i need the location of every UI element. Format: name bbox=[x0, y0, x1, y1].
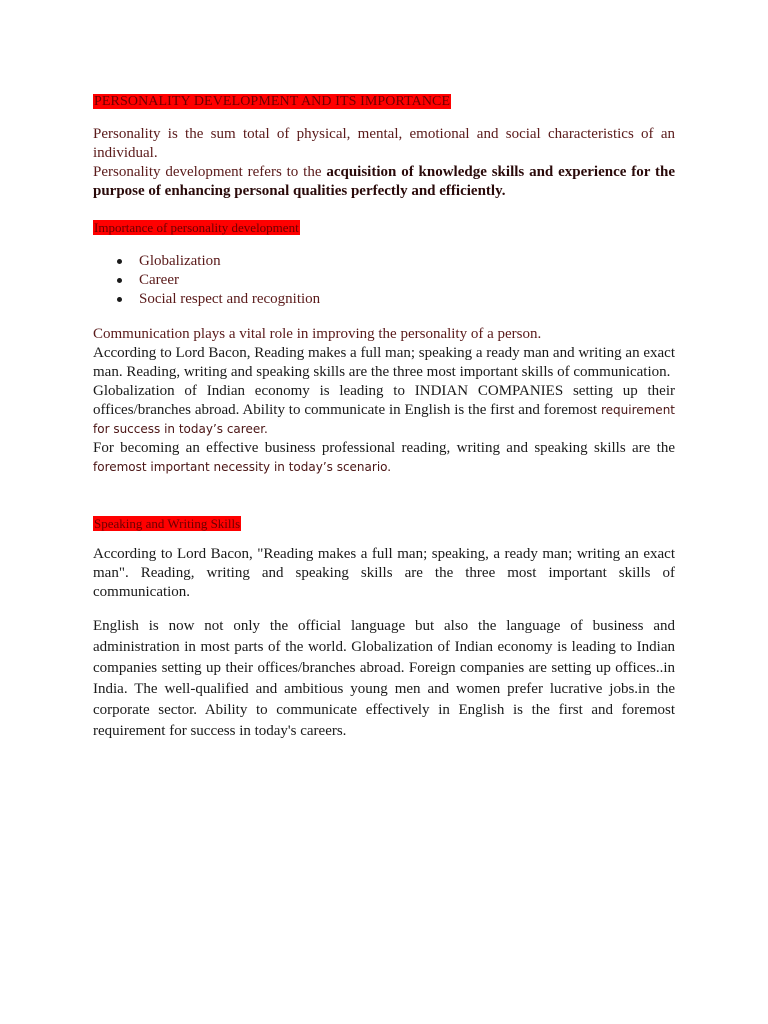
list-item bbox=[93, 271, 675, 290]
english-paragraph: English is now not only the official language but also the language of business and administration in most parts of the world. Globalization of Indian economy is leading to Indian companies setting up their offices/branches abroad. Foreign companies are setting up offices..in India. The well-qualified and ambitious young men and women prefer lucrative jobs.in the corporate sector. Ability to communicate effectively in English is the first and foremost requirement for success in today's careers. bbox=[93, 618, 675, 739]
communication-paragraph-3-small: requirement for success in today’s career. bbox=[93, 403, 675, 436]
importance-list bbox=[93, 252, 675, 309]
bacon-paragraph: According to Lord Bacon, "Reading makes a full man; speaking, a ready man; writing an exact man". Reading, writing and speaking skills are the three most important skills of communication. bbox=[93, 546, 675, 600]
intro-development bbox=[93, 163, 675, 201]
communication-paragraph-3-text: Globalization of Indian economy is leading to INDIAN COMPANIES setting up their offices/branches abroad. Ability to communicate in English is the first and foremost bbox=[93, 383, 675, 418]
communication-paragraph-4-small: foremost important necessity in today’s scenario. bbox=[93, 460, 392, 474]
communication-section bbox=[93, 325, 675, 477]
title-heading bbox=[93, 92, 675, 108]
intro-development-bold: acquisition of knowledge skills and experience for the purpose of enhancing personal qualities perfectly and efficiently. bbox=[93, 164, 675, 199]
communication-paragraph-4 bbox=[93, 439, 675, 477]
communication-paragraph-4-text: For becoming an effective business professional reading, writing and speaking skills are the bbox=[93, 440, 675, 456]
bullet-icon bbox=[117, 297, 122, 302]
english-section bbox=[93, 616, 675, 742]
list-item-label: Social respect and recognition bbox=[139, 291, 321, 307]
list-item-label: Globalization bbox=[139, 253, 221, 269]
bullet-icon bbox=[117, 278, 122, 283]
bacon-section bbox=[93, 545, 675, 602]
intro-section bbox=[93, 125, 675, 201]
skills-highlight: Speaking and Writing Skills bbox=[94, 516, 241, 531]
intro-definition: Personality is the sum total of physical, mental, emotional and social characteristics of an individual. bbox=[93, 126, 675, 161]
communication-paragraph-2: According to Lord Bacon, Reading makes a full man; speaking a ready man and writing an exact man. Reading, writing and speaking skills are the three most important skills of communication. bbox=[93, 345, 675, 380]
importance-highlight: Importance of personality development bbox=[94, 220, 299, 235]
communication-paragraph-1: Communication plays a vital role in improving the personality of a person. bbox=[93, 326, 542, 342]
list-item bbox=[93, 252, 675, 271]
importance-heading bbox=[93, 218, 675, 234]
bullet-icon bbox=[117, 259, 122, 264]
list-item-label: Career bbox=[139, 272, 179, 288]
communication-paragraph-3 bbox=[93, 382, 675, 439]
intro-development-lead: Personality development refers to the bbox=[93, 164, 327, 180]
skills-heading bbox=[93, 514, 675, 530]
title-highlight: PERSONALITY DEVELOPMENT AND ITS IMPORTANCE bbox=[94, 94, 451, 109]
document-page bbox=[93, 92, 675, 742]
list-item bbox=[93, 290, 675, 309]
